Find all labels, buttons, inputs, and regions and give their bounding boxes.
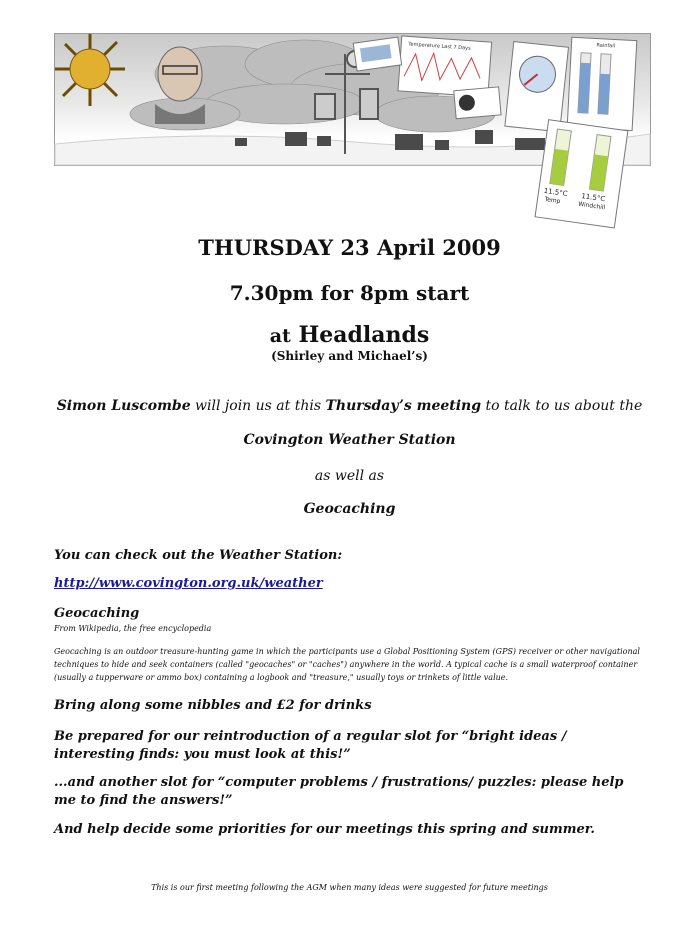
computer-problems-note: ...and another slot for “computer problems / frustrations/ puzzles: please help me to find the answers!” — [54, 775, 624, 808]
temperature-chart-panel — [398, 36, 492, 97]
footer-note: This is our first meeting following the AGM when many ideas were suggested for future meetings — [151, 883, 548, 892]
meeting-date: THURSDAY 23 April 2009 — [198, 235, 501, 260]
weather-banner-illustration — [55, 34, 650, 234]
meeting-label: Thursday’s meeting — [325, 398, 482, 414]
geocaching-description: Geocaching is an outdoor treasure-hunting game in which the participants use a Global Positioning System (GPS) receiver or other navigational techniques to hide and seek containers (called "geocaches" or "caches") anywhere in the world. A typical cache is a small waterproof container (usually a tupperware or ammo box) containing a logbook and "treasure," usually toys or trinkets of little value. — [54, 647, 640, 682]
wind-dial-panel — [505, 42, 569, 132]
svg-text:Rainfall: Rainfall — [596, 42, 616, 50]
meeting-venue — [0, 322, 699, 348]
meeting-time: 7.30pm for 8pm start — [229, 281, 470, 305]
rainfall-panel — [567, 37, 637, 130]
bright-ideas-note: Be prepared for our reintroduction of a regular slot for “bright ideas / interesting finds: you must look at this!” — [54, 729, 567, 762]
venue-host: (Shirley and Michael’s) — [271, 349, 428, 363]
venue-prefix: at — [269, 325, 291, 347]
intro-text-1: will join us at this — [190, 398, 326, 414]
topic-weather-station: Covington Weather Station — [243, 432, 456, 448]
svg-text:Temperature Last 7 Days: Temperature Last 7 Days — [408, 41, 471, 52]
svg-text:11.5°C: 11.5°C — [580, 192, 606, 204]
geocaching-heading: Geocaching — [54, 606, 140, 621]
venue-name: Headlands — [298, 322, 430, 348]
svg-text:11.5°C: 11.5°C — [543, 186, 569, 199]
geocaching-source: From Wikipedia, the free encyclopedia — [54, 624, 212, 633]
intro-text-2: to talk to us about the — [481, 398, 643, 414]
svg-text:Temp: Temp — [544, 195, 561, 206]
weather-station-check: You can check out the Weather Station: — [54, 548, 343, 563]
thermometer-panel — [535, 120, 628, 228]
speaker-name: Simon Luscombe — [56, 398, 191, 414]
weather-station-link[interactable]: http://www.covington.org.uk/weather — [54, 576, 323, 591]
sun-icon — [55, 34, 125, 106]
priorities-note: And help decide some priorities for our meetings this spring and summer. — [54, 822, 595, 837]
bring-note: Bring along some nibbles and £2 for drinks — [54, 698, 372, 713]
weather-banner — [54, 33, 651, 212]
svg-text:Windchill: Windchill — [577, 200, 606, 212]
topic-joiner: as well as — [314, 468, 385, 484]
topic-geocaching: Geocaching — [303, 501, 396, 517]
speaker-intro — [0, 398, 699, 414]
